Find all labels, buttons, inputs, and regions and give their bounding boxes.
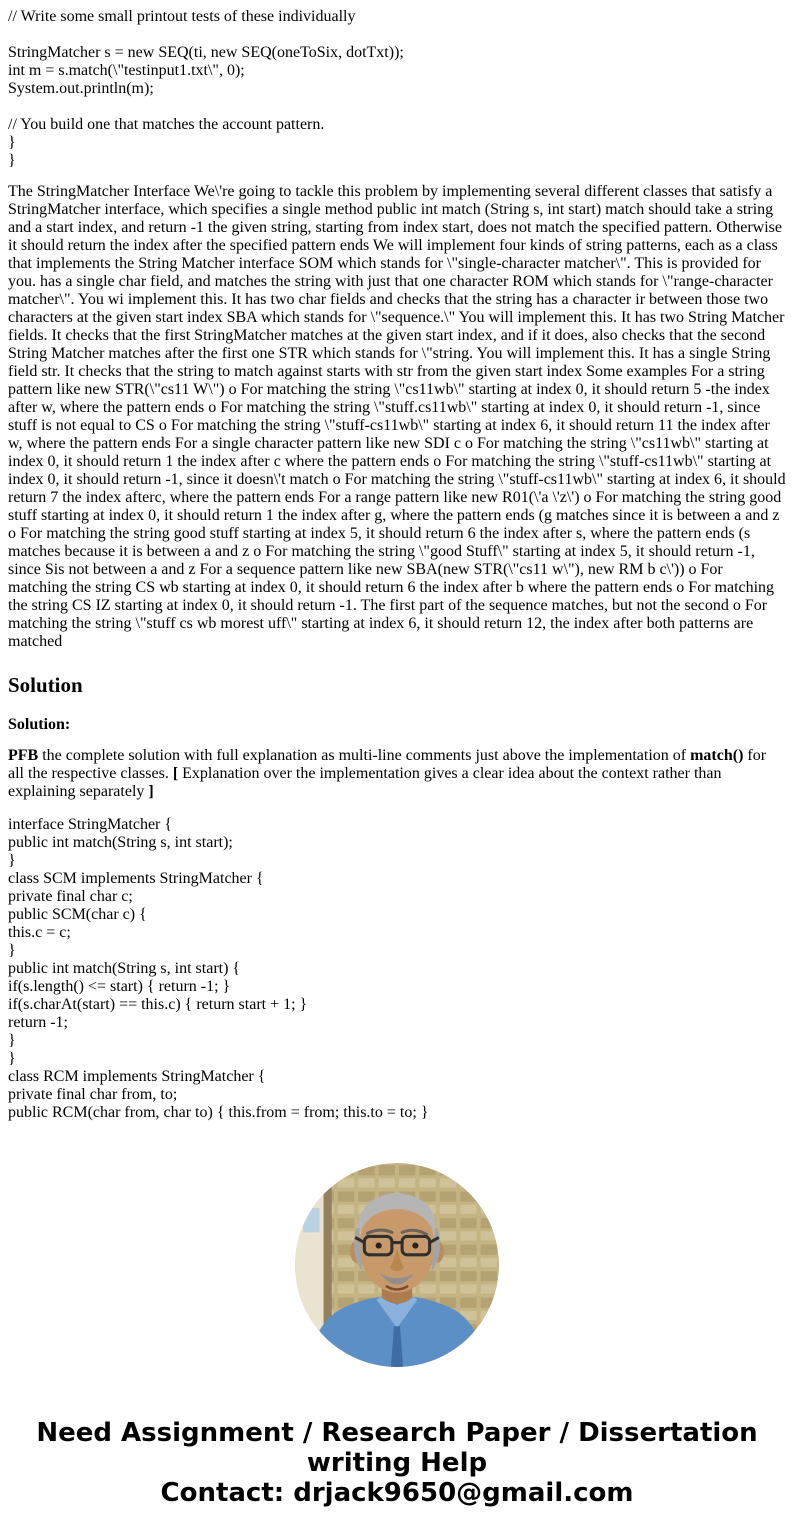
code-line: this.c = c; — [8, 924, 71, 941]
code-line: private final char from, to; — [8, 1086, 178, 1103]
solution-code-block — [8, 816, 786, 1122]
solution-note-bold-pfb: PFB — [8, 747, 39, 764]
problem-description: The StringMatcher Interface We\'re going to tackle this problem by implementing several different classes that satisfy a StringMatcher interface, which specifies a single method public int match (String s, int start) match should take a string and a start index, and return -1 the given string, starting from index start, does not match the specified pattern. Otherwise it should return the index after the specified pattern ends We will implement four kinds of string patterns, each as a class that implements the String Matcher interface SOM which stands for \"single-character matcher\". This is provided for you. has a single char field, and matches the string with just that one character ROM which stands for \"range-character matcher\". You wi implement this. It has two char fields and checks that the string has a character ir between those two characters at the given start index SBA which stands for \"sequence.\" You will implement this. It has two String Matcher fields. It checks that the first StringMatcher matches at the given start index, and if it does, also checks that the second String Matcher matches after the first one STR which stands for \"string. You will implement this. It has a single String field str. It checks that the string to match against starts with str from the given start index Some examples For a string pattern like new STR(\"cs11 W\") o For matching the string \"cs11wb\" starting at index 0, it should return 5 -the index after w, where the pattern ends o For matching the string \"stuff.cs11wb\" starting at index 0, it should return -1, since stuff is not equal to CS o For matching the string \"stuff-cs11wb\" starting at index 6, it should return 11 the index after w, where the pattern ends For a single character pattern like new SDI c o For matching the string \"cs11wb\" starting at index 0, it should return 1 the index after c where the pattern ends o For matching the string \"stuff-cs11wb\" starting at index 0, it should return -1, since it doesn\'t match o For matching the string \"stuff-cs11wb\" starting at index 6, it should return 7 the index afterc, where the pattern ends For a range pattern like new R01(\'a \'z\') o For matching the string good stuff starting at index 0, it should return 1 the index after g, where the pattern ends (g matches since it is between a and z o For matching the string good stuff starting at index 5, it should return 6 the index after s, where the pattern ends (s matches because it is between a and z o For matching the string \"good Stuff\" starting at index 5, it should return -1, since Sis not between a and z For a sequence pattern like new SBA(new STR(\"cs11 w\"), new RM b c\')) o For matching the string CS wb starting at index 0, it should return 6 the index after b where the pattern ends o For matching the string CS IZ starting at index 0, it should return -1. The first part of the sequence matches, but not the second o For matching the string \"stuff cs wb morest uff\" starting at index 6, it should return 12, the index after both patterns are matched — [8, 183, 786, 650]
code-line: } — [8, 942, 16, 959]
solution-note-text: the complete solution with full explanation as multi-line comments just above the implementation of — [38, 747, 691, 764]
code-line: // Write some small printout tests of these individually — [8, 8, 356, 25]
solution-heading: Solution — [8, 673, 83, 697]
intro-code-block — [8, 8, 786, 170]
code-line: } — [8, 134, 16, 151]
tutor-photo — [295, 1163, 499, 1367]
help-banner — [8, 1418, 786, 1508]
code-line: } — [8, 852, 16, 869]
solution-note-text: Explanation over the implementation gives a clear idea about the context rather than explaining separately — [8, 765, 722, 800]
code-line: } — [8, 1032, 16, 1049]
code-line: int m = s.match(\"testinput1.txt\", 0); — [8, 62, 245, 79]
code-line: public int match(String s, int start); — [8, 834, 233, 851]
help-banner-title: Need Assignment / Research Paper / Dissertation writing Help — [36, 1418, 758, 1478]
code-line — [8, 26, 786, 44]
code-line — [8, 98, 786, 116]
code-line: if(s.charAt(start) == this.c) { return start + 1; } — [8, 996, 308, 1013]
solution-note-text: for all the respective classes. — [8, 747, 767, 782]
code-line: public RCM(char from, char to) { this.from = from; this.to = to; } — [8, 1104, 429, 1121]
solution-note-bold-open-bracket: [ — [172, 765, 179, 782]
code-line: if(s.length() <= start) { return -1; } — [8, 978, 231, 995]
solution-note-bold-close-bracket: ] — [148, 783, 154, 800]
help-banner-contact: Contact: drjack9650@gmail.com — [160, 1478, 634, 1508]
solution-note-bold-match: match() — [690, 747, 744, 764]
code-line: interface StringMatcher { — [8, 816, 173, 833]
solution-label: Solution: — [8, 716, 71, 733]
code-line: public int match(String s, int start) { — [8, 960, 241, 977]
code-line: // You build one that matches the account pattern. — [8, 116, 325, 133]
code-line: StringMatcher s = new SEQ(ti, new SEQ(oneToSix, dotTxt)); — [8, 44, 404, 61]
code-line: public SCM(char c) { — [8, 906, 147, 923]
code-line: } — [8, 1050, 16, 1067]
code-line: class RCM implements StringMatcher { — [8, 1068, 266, 1085]
code-line: return -1; — [8, 1014, 68, 1031]
tutor-photo-illustration — [295, 1163, 499, 1367]
code-line: private final char c; — [8, 888, 133, 905]
code-line: class SCM implements StringMatcher { — [8, 870, 264, 887]
solution-note — [8, 747, 786, 801]
code-line: System.out.println(m); — [8, 80, 154, 97]
code-line: } — [8, 152, 16, 169]
